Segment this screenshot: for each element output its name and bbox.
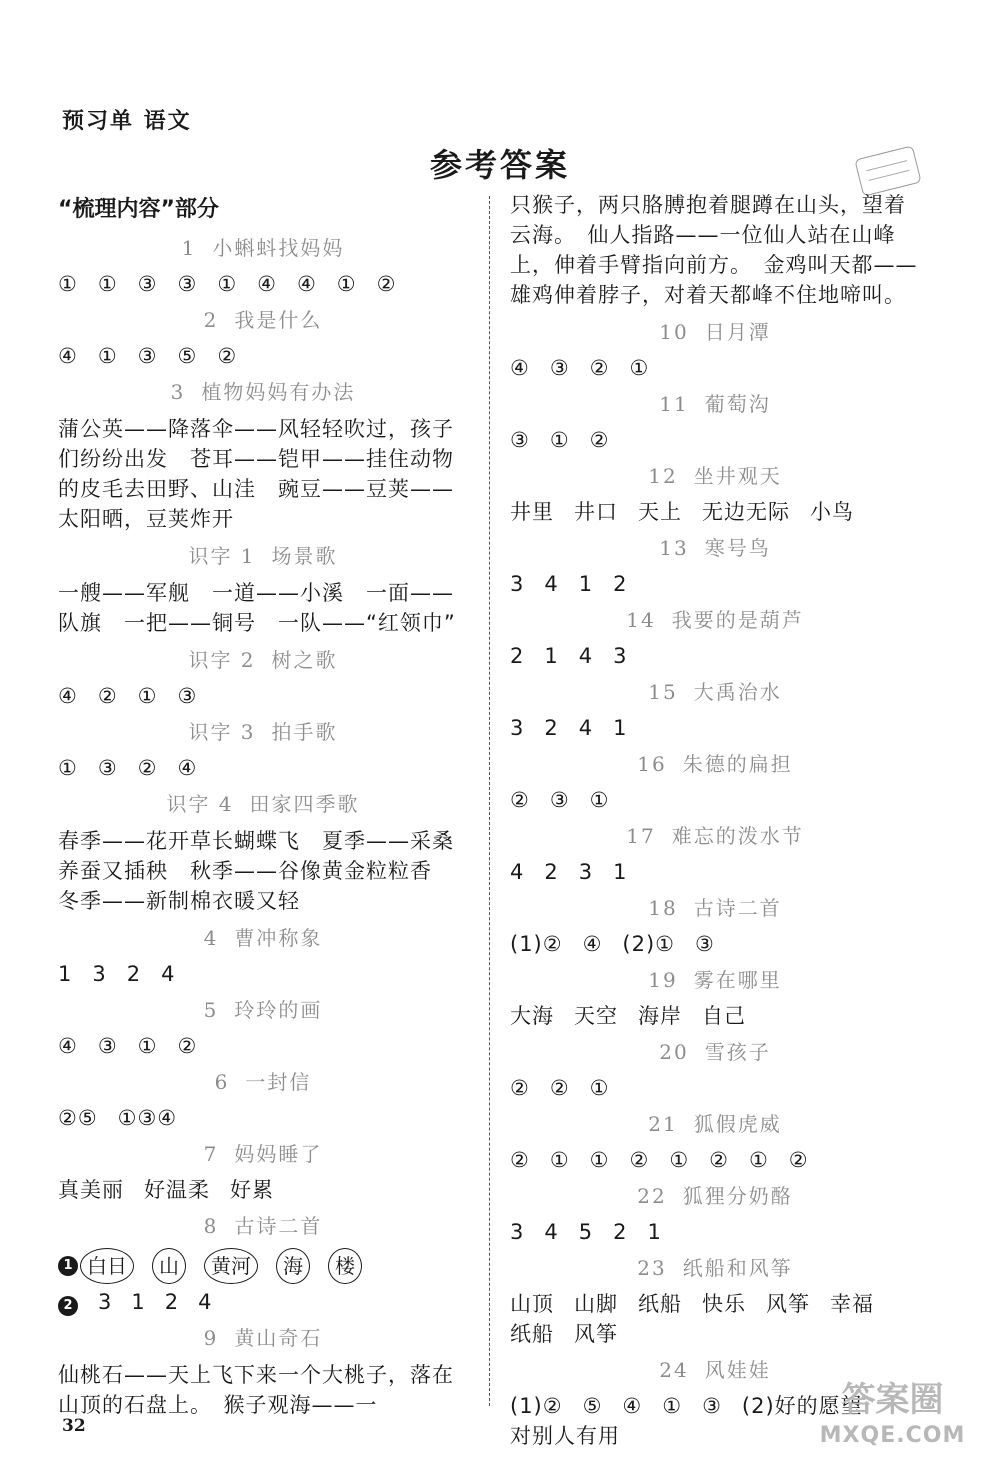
answer-item: 2 xyxy=(544,860,559,884)
answer-row xyxy=(510,1218,920,1246)
answer-item: ① xyxy=(589,1148,610,1172)
section-heading xyxy=(58,996,468,1024)
section-number: 3 xyxy=(170,380,186,404)
answer-item: 4 xyxy=(578,644,594,668)
section-number: 6 xyxy=(214,1070,230,1094)
section-number: 2 xyxy=(203,308,219,332)
section-heading xyxy=(510,678,920,706)
section-title: 寒号鸟 xyxy=(704,536,771,560)
answer-item: 快乐 xyxy=(702,1292,746,1316)
section-heading xyxy=(510,894,920,922)
section-heading xyxy=(510,822,920,850)
answer-item: 风筝 xyxy=(574,1322,618,1346)
watermark-main: 答案圈 xyxy=(841,1380,944,1420)
section-heading xyxy=(58,646,468,674)
question-bullet: 2 xyxy=(58,1296,78,1316)
answer-item: ② xyxy=(629,1148,650,1172)
section-title: 场景歌 xyxy=(271,544,338,568)
answer-item: ②⑤ xyxy=(58,1106,98,1130)
section-number: 11 xyxy=(659,392,689,416)
answer-item: 2 xyxy=(613,572,628,596)
answer-item: 1 xyxy=(647,1220,662,1244)
answer-item: ④ xyxy=(510,356,530,380)
answer-item: ② xyxy=(788,1148,809,1172)
answer-item: 海岸 xyxy=(638,1004,682,1028)
answer-row xyxy=(58,1288,468,1316)
answer-item: ⑤ xyxy=(582,1394,603,1418)
section-number: 5 xyxy=(203,998,219,1022)
answer-item: 1 xyxy=(613,860,628,884)
section-title: 玲玲的画 xyxy=(234,998,323,1022)
section-heading xyxy=(510,606,920,634)
section-number: 识字 3 xyxy=(188,720,256,744)
circled-answer-row xyxy=(58,1248,468,1284)
answer-item: ② xyxy=(589,428,610,452)
answer-item: ① xyxy=(669,1148,690,1172)
answer-row xyxy=(58,682,468,710)
answer-item: ④ xyxy=(58,684,78,708)
section-number: 15 xyxy=(648,680,678,704)
answer-item: 真美丽 xyxy=(58,1178,124,1202)
answer-item: 风筝 xyxy=(766,1292,810,1316)
answer-item: 4 xyxy=(198,1290,212,1314)
answer-item: ① xyxy=(97,344,118,368)
section-heading xyxy=(58,234,468,262)
section-heading xyxy=(510,1254,920,1282)
section-heading xyxy=(510,750,920,778)
section-subhead: “梳理内容”部分 xyxy=(58,197,219,222)
answer-item: ① xyxy=(589,1076,610,1100)
answer-item: 4 xyxy=(544,1220,559,1244)
answer-item: 纸船 xyxy=(638,1292,682,1316)
watermark-url: MXQE.COM xyxy=(819,1423,966,1448)
section-number: 4 xyxy=(203,926,219,950)
page-number: 32 xyxy=(62,1416,86,1436)
answer-row xyxy=(58,960,468,988)
section-heading xyxy=(510,1182,920,1210)
answer-item: ② xyxy=(217,344,238,368)
section-number: 12 xyxy=(648,464,678,488)
answer-item: 1 xyxy=(578,572,594,596)
question-bullet: 1 xyxy=(58,1256,78,1276)
section-title: 我是什么 xyxy=(234,308,323,332)
watermark-logo xyxy=(800,1378,985,1460)
section-number: 10 xyxy=(659,320,689,344)
answer-item: 自己 xyxy=(702,1004,746,1028)
circled-word: 白日 xyxy=(80,1248,134,1284)
answer-item: ① xyxy=(217,272,238,296)
answer-item: ③ xyxy=(137,344,158,368)
answer-item: ④ xyxy=(257,272,277,296)
circled-word: 海 xyxy=(276,1248,310,1284)
circled-word: 楼 xyxy=(328,1248,362,1284)
answer-line: 对别人有用 xyxy=(510,1424,620,1448)
section-title: 大禹治水 xyxy=(693,680,782,704)
section-title: 狐狸分奶酪 xyxy=(682,1184,793,1208)
section-number: 识字 2 xyxy=(188,648,256,672)
answer-item: 1 xyxy=(544,644,559,668)
section-title: 曹冲称象 xyxy=(234,926,323,950)
answer-item: 3 xyxy=(510,1220,525,1244)
answer-item: 2 xyxy=(126,962,142,986)
answer-item: ③ xyxy=(549,356,570,380)
answer-item: 井里 xyxy=(510,500,554,524)
answer-item: 大海 xyxy=(510,1004,554,1028)
section-heading xyxy=(510,534,920,562)
answer-item: ③ xyxy=(702,1394,722,1418)
answer-row xyxy=(510,354,920,382)
section-heading xyxy=(58,1324,468,1352)
answer-item: 3 xyxy=(613,644,628,668)
answer-paragraph: 春季——花开草长蝴蝶飞 夏季——采桑养蚕又插秧 秋季——谷像黄金粒粒香 冬季——新制棉衣暖又轻 xyxy=(58,829,454,913)
answer-item: ④ xyxy=(58,1034,78,1058)
section-number: 20 xyxy=(659,1040,689,1064)
answer-item: ① xyxy=(58,272,78,296)
answer-item: ① xyxy=(137,1034,158,1058)
answer-item: ① xyxy=(58,756,78,780)
answer-row xyxy=(58,754,468,782)
section-title: 雾在哪里 xyxy=(693,968,782,992)
answer-item: 井口 xyxy=(574,500,618,524)
answer-item: ③ xyxy=(137,272,158,296)
section-number: 14 xyxy=(626,608,656,632)
section-title: 妈妈睡了 xyxy=(234,1142,323,1166)
answer-item: ① xyxy=(662,1394,683,1418)
answer-item: 5 xyxy=(578,1220,594,1244)
answer-row xyxy=(510,426,920,454)
answer-item: 4 xyxy=(510,860,525,884)
section-number: 24 xyxy=(659,1358,689,1382)
answer-row xyxy=(510,858,920,886)
answer-item: ③ xyxy=(97,756,118,780)
answer-item: ① xyxy=(549,1148,570,1172)
circled-word: 山 xyxy=(152,1248,186,1284)
section-number: 22 xyxy=(637,1184,667,1208)
answer-item: 3 xyxy=(510,716,525,740)
answer-item: ③ xyxy=(549,788,570,812)
section-title: 狐假虎威 xyxy=(693,1112,782,1136)
answer-item: 天空 xyxy=(574,1004,618,1028)
answer-item: (2)好的愿望 xyxy=(741,1394,863,1418)
answer-item: ② xyxy=(137,756,158,780)
answer-item: 小鸟 xyxy=(810,500,854,524)
answer-item: 好累 xyxy=(230,1178,274,1202)
answer-item: 3 xyxy=(92,962,107,986)
answer-item: ① xyxy=(629,356,650,380)
section-title: 一封信 xyxy=(245,1070,312,1094)
page-header-label: 预习单 语文 xyxy=(62,109,192,134)
left-column xyxy=(58,190,468,1428)
section-heading xyxy=(58,1068,468,1096)
section-number: 16 xyxy=(637,752,667,776)
section-heading xyxy=(58,306,468,334)
section-heading xyxy=(58,1212,468,1240)
answer-item: ③ xyxy=(177,272,198,296)
section-title: 古诗二首 xyxy=(234,1214,323,1238)
answer-item: ④ xyxy=(296,272,317,296)
circled-word: 黄河 xyxy=(204,1248,258,1284)
answer-row xyxy=(510,498,920,526)
answer-row xyxy=(510,1002,920,1030)
section-number: 识字 4 xyxy=(166,792,234,816)
answer-row xyxy=(510,642,920,670)
section-number: 8 xyxy=(203,1214,219,1238)
section-number: 13 xyxy=(659,536,689,560)
answer-item: ④ xyxy=(622,1394,643,1418)
section-number: 识字 1 xyxy=(188,544,256,568)
answer-item: ③ xyxy=(177,684,198,708)
section-title: 古诗二首 xyxy=(693,896,782,920)
answer-item: ② xyxy=(376,272,397,296)
section-heading xyxy=(510,390,920,418)
answer-row xyxy=(58,1104,468,1132)
answer-item: ① xyxy=(748,1148,769,1172)
answer-item: ③ xyxy=(510,428,530,452)
answer-item: 无边无际 xyxy=(702,500,790,524)
answer-item: ① xyxy=(549,428,570,452)
section-title: 树之歌 xyxy=(271,648,338,672)
section-heading xyxy=(510,462,920,490)
section-heading xyxy=(58,378,468,406)
answer-item: ③ xyxy=(97,1034,118,1058)
answer-item: ④ xyxy=(177,756,198,780)
answer-item: ② xyxy=(510,1076,530,1100)
circled-answers xyxy=(80,1248,380,1284)
section-number: 1 xyxy=(181,236,197,260)
answer-paragraph: 蒲公英——降落伞——风轻轻吹过，孩子们纷纷出发 苍耳——铠甲——挂住动物的皮毛去田野、山洼 豌豆——豆荚——太阳晒，豆荚炸开 xyxy=(58,417,454,531)
answer-item: 3 xyxy=(510,572,525,596)
answer-item: ⑤ xyxy=(177,344,198,368)
answer-item: ① xyxy=(137,684,158,708)
section-heading xyxy=(58,790,468,818)
answer-item: ③ xyxy=(694,932,715,956)
answer-item: ② xyxy=(589,356,610,380)
section-heading xyxy=(510,1110,920,1138)
section-heading xyxy=(58,924,468,952)
answer-item: ② xyxy=(510,1148,530,1172)
answer-row xyxy=(58,342,468,370)
section-title: 纸船和风筝 xyxy=(682,1256,793,1280)
answer-item: ① xyxy=(97,272,118,296)
section-title: 葡萄沟 xyxy=(704,392,771,416)
answer-item: ② xyxy=(709,1148,729,1172)
section-title: 朱德的扁担 xyxy=(682,752,793,776)
answer-row xyxy=(58,270,468,298)
section-number: 9 xyxy=(203,1326,219,1350)
answer-row xyxy=(510,1290,920,1318)
answer-item: 好温柔 xyxy=(144,1178,210,1202)
answer-item: ①③④ xyxy=(117,1106,178,1130)
answer-item: 4 xyxy=(544,572,559,596)
section-heading xyxy=(510,1038,920,1066)
section-title: 日月潭 xyxy=(704,320,771,344)
answer-item: 1 xyxy=(131,1290,145,1314)
answer-item: ① xyxy=(589,788,610,812)
section-title: 拍手歌 xyxy=(271,720,338,744)
answer-paragraph-continued: 只猴子，两只胳膊抱着腿蹲在山头，望着云海。 仙人指路——一位仙人站在山峰上，伸着手臂指向前方。 金鸡叫天都——雄鸡伸着脖子，对着天都峰不住地啼叫。 xyxy=(510,193,918,307)
section-title: 植物妈妈有办法 xyxy=(201,380,356,404)
answer-item: 山脚 xyxy=(574,1292,618,1316)
answer-row xyxy=(510,1146,920,1174)
section-heading xyxy=(58,1140,468,1168)
answer-item: ② xyxy=(97,684,118,708)
answer-item: 3 xyxy=(98,1290,112,1314)
answer-item: 天上 xyxy=(638,500,682,524)
answer-item: (1)② xyxy=(510,932,563,956)
section-heading xyxy=(510,318,920,346)
answer-item: 纸船 xyxy=(510,1322,554,1346)
answer-item: 2 xyxy=(544,716,559,740)
answer-item: ② xyxy=(549,1076,570,1100)
column-divider xyxy=(489,196,490,1406)
section-title: 难忘的泼水节 xyxy=(671,824,804,848)
answer-item: ② xyxy=(510,788,530,812)
section-title: 风娃娃 xyxy=(704,1358,771,1382)
page-title: 参考答案 xyxy=(429,146,570,184)
answer-item: 幸福 xyxy=(830,1292,874,1316)
section-heading xyxy=(510,966,920,994)
answer-row xyxy=(58,1032,468,1060)
answer-item: 4 xyxy=(161,962,176,986)
answer-row xyxy=(58,1176,468,1204)
section-title: 坐井观天 xyxy=(693,464,782,488)
answer-item: 2 xyxy=(613,1220,628,1244)
section-title: 小蝌蚪找妈妈 xyxy=(212,236,345,260)
answer-item: 3 xyxy=(578,860,594,884)
answer-row xyxy=(510,1320,920,1348)
answer-item: ① xyxy=(336,272,357,296)
section-title: 黄山奇石 xyxy=(234,1326,323,1350)
answer-row xyxy=(510,1074,920,1102)
section-heading xyxy=(58,542,468,570)
answer-row xyxy=(510,570,920,598)
answer-paragraph: 一艘——军舰 一道——小溪 一面——队旗 一把——铜号 一队——“红领巾” xyxy=(58,581,456,635)
answer-item: 2 xyxy=(510,644,525,668)
section-number: 19 xyxy=(648,968,678,992)
section-title: 田家四季歌 xyxy=(249,792,360,816)
section-number: 17 xyxy=(626,824,656,848)
answer-item: 2 xyxy=(164,1290,179,1314)
right-column xyxy=(510,190,920,1458)
section-title: 雪孩子 xyxy=(704,1040,771,1064)
answer-row xyxy=(510,714,920,742)
section-number: 7 xyxy=(203,1142,219,1166)
answer-row xyxy=(510,930,920,958)
section-number: 18 xyxy=(648,896,678,920)
section-heading xyxy=(58,718,468,746)
answer-item: (2)① xyxy=(622,932,675,956)
section-title: 我要的是葫芦 xyxy=(671,608,804,632)
section-number: 23 xyxy=(637,1256,667,1280)
section-number: 21 xyxy=(648,1112,678,1136)
answer-paragraph: 仙桃石——天上飞下来一个大桃子，落在山顶的石盘上。 猴子观海——一 xyxy=(58,1363,454,1417)
answer-item: 1 xyxy=(58,962,73,986)
answer-item: 1 xyxy=(613,716,628,740)
answer-item: 4 xyxy=(578,716,594,740)
answer-item: ④ xyxy=(58,344,78,368)
answer-item: 山顶 xyxy=(510,1292,554,1316)
answer-item: ② xyxy=(177,1034,198,1058)
answer-item: (1)② xyxy=(510,1394,563,1418)
answer-row xyxy=(510,786,920,814)
answer-list xyxy=(98,1290,232,1314)
answer-item: ④ xyxy=(582,932,603,956)
